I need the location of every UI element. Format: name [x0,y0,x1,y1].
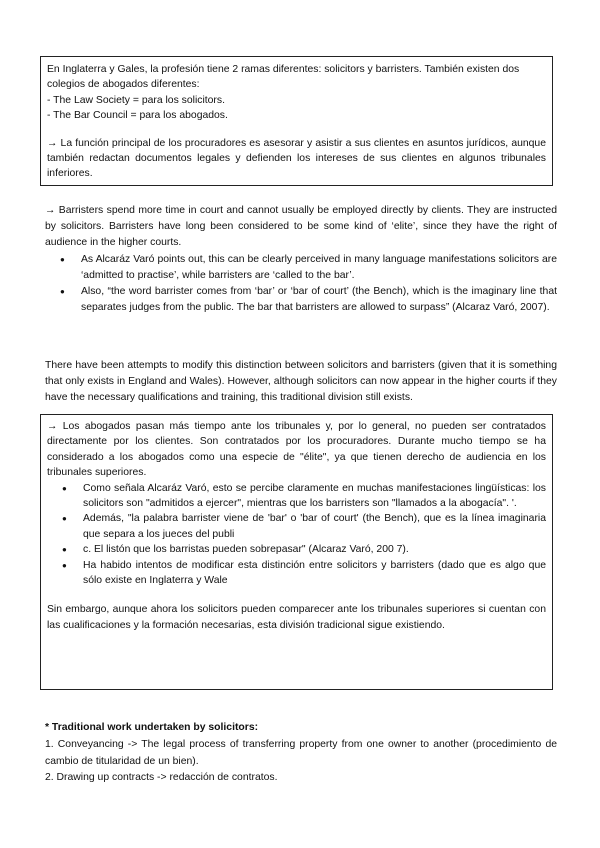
list-item: 1. Conveyancing -> The legal process of transferring property from one owner to another (procedimiento de cambio de titularidad de un bien). [45,738,557,767]
distinction-text: There have been attempts to modify this distinction between solicitors and barristers (given that it is something that only exists in England and Wales). However, although solicitors can now appear in the higher courts if they have the necessary qualifications and training, this traditional division still exists. [45,360,557,404]
distinction-paragraph [45,358,557,407]
list-item: ● Como señala Alcaráz Varó, esto se percibe claramente en muchas manifestaciones lingüísticas: los solicitors son "admitidos a ejercer", mientras que los barristers son "llamados a la abogacía". '. [47,481,546,512]
barristers-intro: → Barristers spend more time in court and cannot usually be employed directly by clients. They are instructed by solicitors. Barristers have long been considered to be some kind of ‘elite’, since they have the right of audience in the higher courts. [45,205,557,249]
list-item: ● Ha habido intentos de modificar esta distinción entre solicitors y barristers (dado que es algo que sólo existe en Inglaterra y Wale [47,558,546,589]
list-item: ● c. El listón que los barristas pueden sobrepasar" (Alcaraz Varó, 200 7). [47,542,546,557]
barristers-section [45,203,557,316]
box2-bullet-list [47,481,546,589]
box1-paragraph: → La función principal de los procuradores es asesorar y asistir a sus clientes en asuntos jurídicos, aunque también redactan documentos legales y defienden los intereses de sus clientes en algunos tribunales inferiores. [47,137,546,180]
box1-line: - The Bar Council = para los abogados. [47,110,228,122]
barristers-bullet-list [45,252,557,317]
box2-outro: Sin embargo, aunque ahora los solicitors pueden comparecer ante los tribunales superiores si cuentan con las cualificaciones y la formación necesarias, esta división tradicional sigue existiendo. [47,604,546,631]
box1-line: En Inglaterra y Gales, la profesión tiene 2 ramas diferentes: solicitors y barristers. También existen dos colegios de abogados diferentes: [47,64,520,91]
list-item: ● As Alcaráz Varó points out, this can be clearly perceived in many language manifestations solicitors are ‘admitted to practise’, while barristers are ‘called to the bar’. [45,252,557,284]
list-item: ● Also, “the word barrister comes from ‘bar’ or ‘bar of court’ (the Bench), which is the imaginary line that separates judges from the public. The bar that barristers are allowed to surpass” (Alcaraz Varó, 2007). [45,284,557,316]
box2-intro: → Los abogados pasan más tiempo ante los tribunales y, por lo general, no pueden ser contratados directamente por los clientes. Son contratados por los procuradores. Durante mucho tiempo se ha considerado a los abogados como una especie de "élite", ya que tienen derecho de audiencia en los tribunales superiores. [47,421,546,479]
section-heading: * Traditional work undertaken by solicitors: [45,722,259,733]
list-item: 2. Drawing up contracts -> redacción de contratos. [45,772,278,784]
spanish-summary-box-1 [40,56,553,186]
spanish-summary-box-2 [40,414,553,690]
box1-line: - The Law Society = para los solicitors. [47,94,225,106]
list-item: ● Además, "la palabra barrister viene de 'bar' o 'bar of court' (the Bench), que es la línea imaginaria que separa a los jueces del publi [47,511,546,542]
solicitors-work-section [45,720,557,787]
